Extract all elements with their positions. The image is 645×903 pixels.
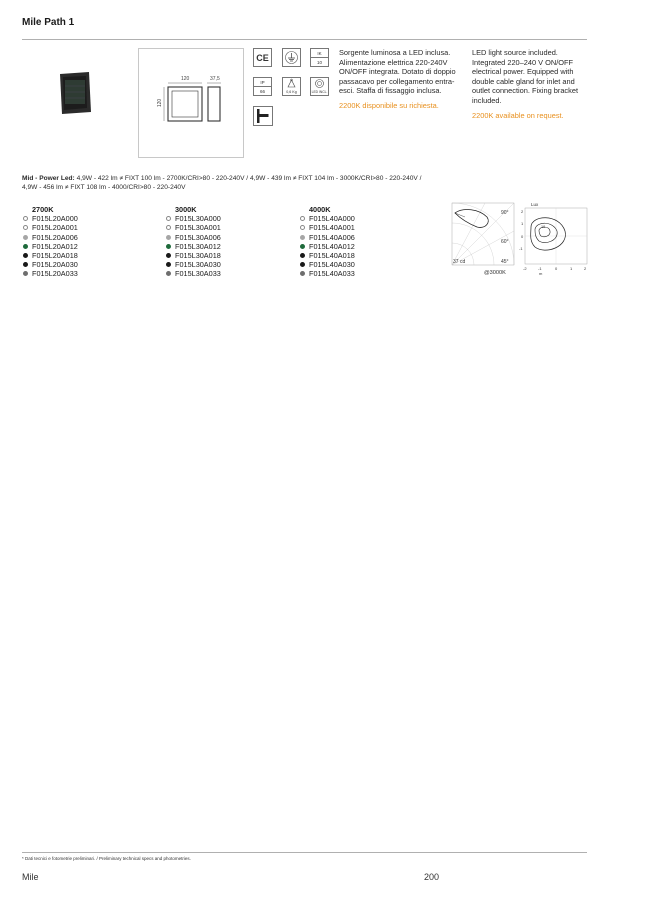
- x-tick: 0: [555, 266, 558, 271]
- product-code: F015L30A018: [165, 251, 221, 260]
- photometry-caption: @3000K: [484, 270, 506, 276]
- footer-family: Mile: [22, 872, 39, 882]
- product-code: F015L30A033: [165, 269, 221, 278]
- bottom-divider: [22, 852, 587, 853]
- height-dimension: 120: [157, 98, 164, 108]
- color-dot: [300, 244, 305, 249]
- color-dot: [23, 262, 28, 267]
- ground-symbol-icon: [282, 48, 301, 67]
- x-tick: 2: [584, 266, 587, 271]
- color-dot: [166, 262, 171, 267]
- y-tick: 1: [521, 221, 524, 226]
- column-head: 4000K: [309, 205, 331, 214]
- product-code: F015L40A033: [299, 269, 355, 278]
- codes-column-2700k: [22, 205, 78, 279]
- lux-label: Lux: [531, 202, 539, 207]
- angle-60: 60°: [501, 239, 509, 245]
- description-it: [339, 48, 461, 111]
- y-tick: 0: [521, 234, 524, 239]
- color-dot: [166, 235, 171, 240]
- power-specs: [22, 174, 602, 192]
- depth-dimension: 37,5: [210, 76, 220, 82]
- product-code: F015L20A018: [22, 251, 78, 260]
- product-code: F015L40A001: [299, 223, 355, 232]
- color-dot: [23, 225, 28, 230]
- polar-diagram: [452, 203, 514, 276]
- codes-column-3000k: [165, 205, 221, 279]
- footnote: * Dati tecnici e fotometrie preliminari. / Preliminary technical specs and photometries.: [22, 856, 191, 861]
- color-dot: [300, 262, 305, 267]
- description-en: [472, 48, 588, 120]
- color-dot: [166, 225, 171, 230]
- color-dot: [166, 271, 171, 276]
- product-code: F015L30A000: [165, 214, 221, 223]
- product-code: F015L30A012: [165, 242, 221, 251]
- isolux-value: 10: [541, 225, 546, 229]
- product-code: F015L20A033: [22, 269, 78, 278]
- product-code: F015L30A006: [165, 233, 221, 242]
- description-it-note: 2200K disponibile su richiesta.: [339, 100, 439, 110]
- description-en-text: LED light source included. Integrated 220–240 V ON/OFF electrical power. Equipped with double cable gland for inlet and outlet connection. Fixing bracket included.: [472, 48, 578, 105]
- color-dot: [23, 235, 28, 240]
- candela-value: 37 cd: [453, 259, 466, 265]
- m-label: m: [539, 271, 543, 276]
- x-tick: 1: [570, 266, 573, 271]
- color-dot: [23, 216, 28, 221]
- led-included-icon: LED INCL.: [310, 77, 329, 96]
- color-dot: [23, 271, 28, 276]
- color-dot: [300, 271, 305, 276]
- angle-90: 90°: [501, 210, 509, 216]
- ce-mark-icon: CE: [253, 48, 272, 67]
- color-dot: [23, 253, 28, 258]
- product-code: F015L20A000: [22, 214, 78, 223]
- ip-rating-icon: IP 66: [253, 77, 272, 96]
- color-dot: [300, 235, 305, 240]
- power-label: Mid - Power Led:: [22, 175, 75, 182]
- wall-mount-icon: [253, 106, 273, 126]
- color-dot: [166, 216, 171, 221]
- weight-icon: 0,6 Kg: [282, 77, 301, 96]
- ik-rating-icon: IK 10: [310, 48, 329, 67]
- product-code: F015L20A006: [22, 233, 78, 242]
- color-dot: [23, 244, 28, 249]
- width-dimension: 120: [181, 76, 190, 82]
- isolux-diagram: [519, 202, 587, 276]
- power-line-1: 4,9W - 422 lm ≠ FIXT 100 lm - 2700K/CRI>80 - 220-240V / 4,9W - 439 lm ≠ FIXT 104 lm - 3000K/CRI>80 - 220-240V /: [76, 175, 422, 182]
- product-code: F015L40A018: [299, 251, 355, 260]
- y-tick: 2: [521, 209, 524, 214]
- product-code: F015L40A000: [299, 214, 355, 223]
- column-head: 3000K: [175, 205, 197, 214]
- product-code: F015L20A001: [22, 223, 78, 232]
- product-code: F015L20A030: [22, 260, 78, 269]
- product-code: F015L20A012: [22, 242, 78, 251]
- photometry-diagrams: [449, 201, 589, 287]
- page-number: 200: [424, 872, 440, 882]
- description-it-text: Sorgente luminosa a LED inclusa. Alimentazione elettrica 220-240V ON/OFF integrata. Dotato di doppio passacavo per collegamento entra-esci. Staffa di fissaggio inclusa.: [339, 48, 456, 96]
- x-tick: -1: [538, 266, 542, 271]
- column-head: 2700K: [32, 205, 54, 214]
- color-dot: [166, 253, 171, 258]
- product-photo: [57, 72, 93, 114]
- color-dot: [300, 216, 305, 221]
- y-tick: -1: [519, 246, 523, 251]
- technical-drawing: [138, 48, 244, 158]
- product-title: Mile Path 1: [22, 17, 75, 28]
- product-code: F015L30A030: [165, 260, 221, 269]
- color-dot: [300, 253, 305, 258]
- power-line-2: 4,9W - 456 lm ≠ FIXT 108 lm - 4000/CRI>80 - 220-240V: [22, 184, 186, 191]
- angle-45: 45°: [501, 259, 509, 265]
- description-en-note: 2200K available on request.: [472, 110, 564, 120]
- codes-column-4000k: [299, 205, 355, 279]
- top-divider: [22, 39, 587, 40]
- product-code: F015L40A012: [299, 242, 355, 251]
- product-code: F015L40A006: [299, 233, 355, 242]
- x-tick: -2: [523, 266, 527, 271]
- color-dot: [166, 244, 171, 249]
- color-dot: [300, 225, 305, 230]
- drawing-lines: [139, 49, 243, 157]
- product-code: F015L30A001: [165, 223, 221, 232]
- product-code: F015L40A030: [299, 260, 355, 269]
